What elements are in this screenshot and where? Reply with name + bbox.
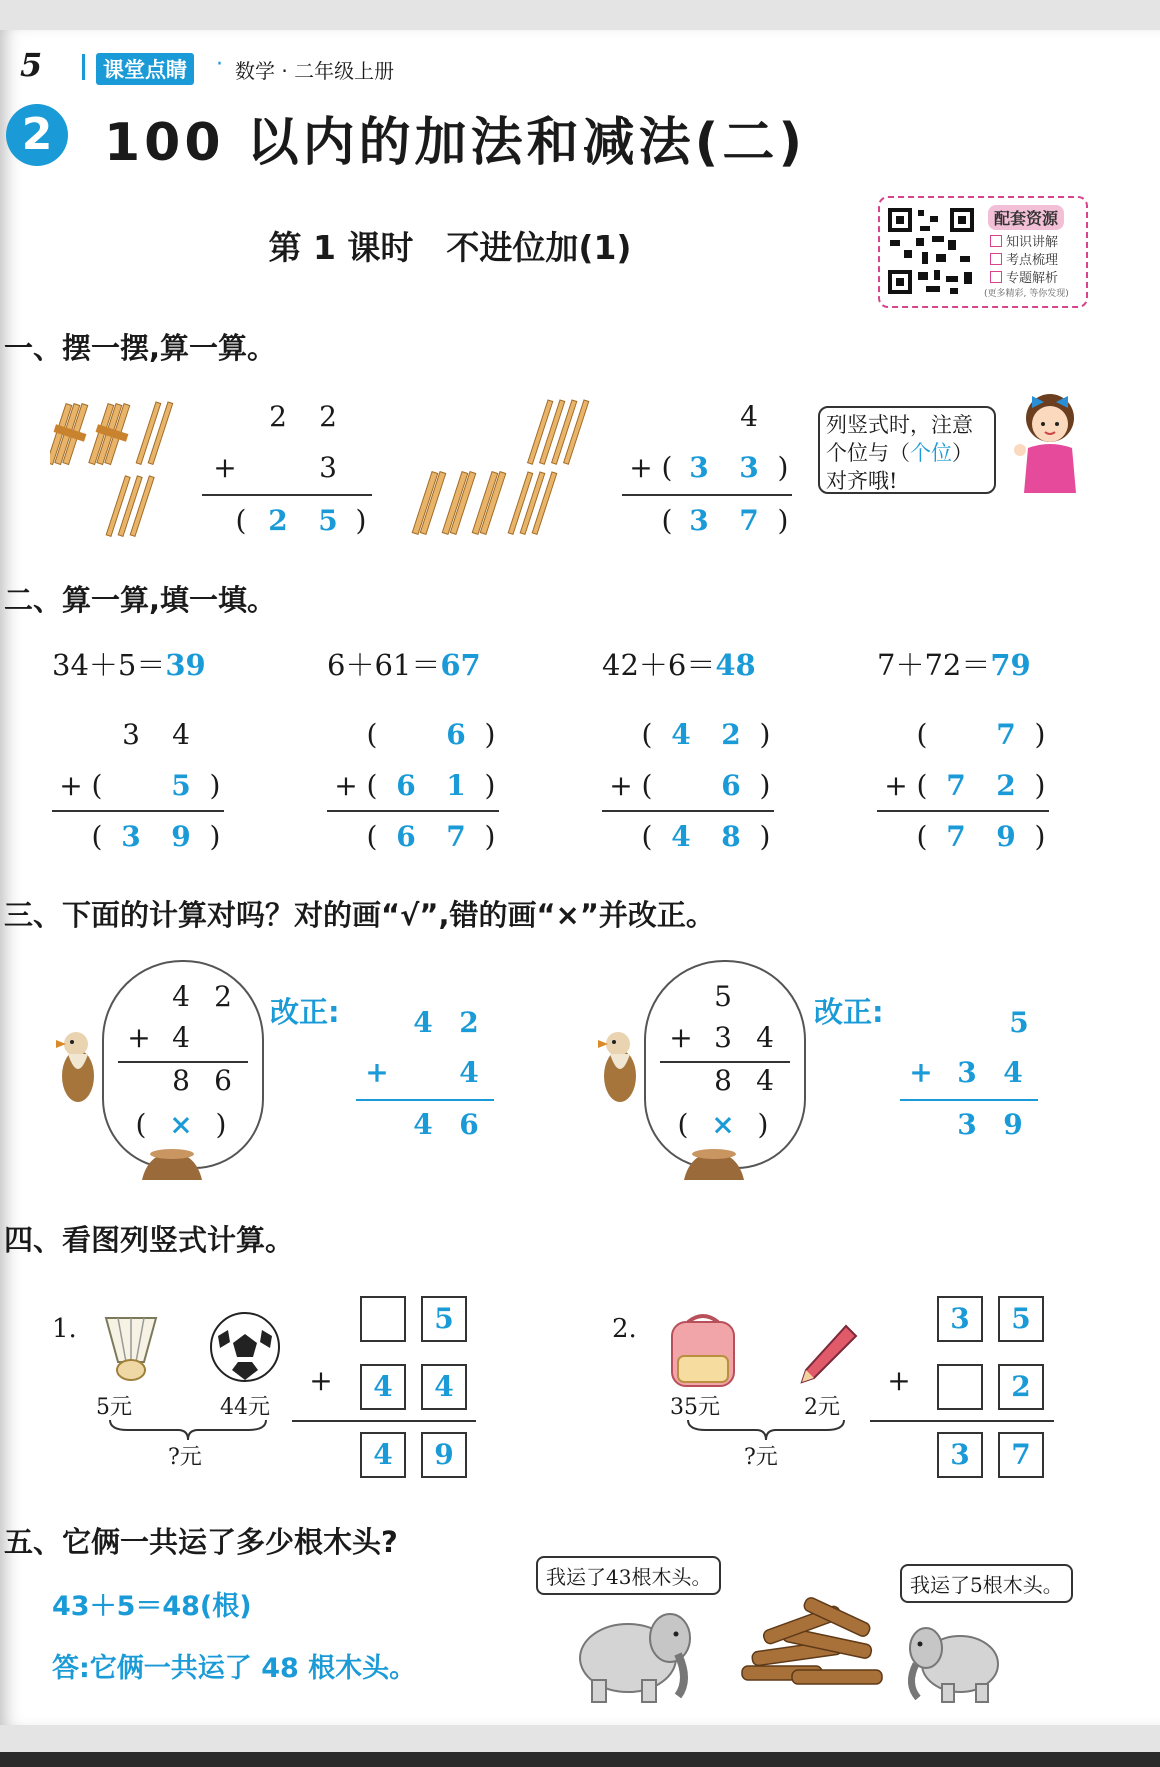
paren-close: ) [209, 769, 221, 802]
resource-item-label: 知识讲解 [1006, 235, 1059, 250]
bottom-bar [0, 1752, 1160, 1767]
equation-answer[interactable]: 39 [165, 648, 206, 682]
equation [877, 643, 1031, 684]
equation-expr: 6＋61＝ [327, 648, 441, 682]
plus-sign: + [909, 1056, 933, 1089]
paren-close: ) [777, 451, 789, 484]
plus-sign: + [59, 769, 83, 802]
digit-box[interactable]: 9 [421, 1432, 467, 1478]
equation [327, 643, 481, 684]
paren-open: ( [916, 820, 928, 853]
paren-open: ( [366, 718, 378, 751]
equation [602, 643, 756, 684]
sum-line [877, 810, 1049, 812]
digit-box[interactable]: 5 [998, 1296, 1044, 1342]
digit: 2 [214, 980, 232, 1013]
digit: 2 [319, 400, 337, 433]
mark-answer[interactable]: × [711, 1108, 735, 1141]
answer-digit[interactable]: 3 [121, 820, 141, 853]
paren-open: ( [641, 820, 653, 853]
resource-item[interactable] [990, 231, 1058, 250]
digit: 4 [172, 1021, 190, 1054]
answer-digit[interactable]: 8 [721, 820, 741, 853]
resource-item[interactable] [990, 267, 1058, 286]
checkbox-icon [990, 253, 1002, 265]
plus-sign: + [629, 451, 653, 484]
answer-digit[interactable]: 2 [721, 718, 741, 751]
checkbox-icon [990, 235, 1002, 247]
sum-line [202, 494, 372, 496]
digit: 8 [714, 1064, 732, 1097]
paren-close: ) [484, 718, 496, 751]
resource-item-label: 专题解析 [1006, 271, 1059, 286]
digit-box[interactable]: 3 [937, 1432, 983, 1478]
digit: 4 [756, 1021, 774, 1054]
digit-box[interactable]: 4 [421, 1364, 467, 1410]
plus-sign: + [887, 1364, 911, 1397]
digit-box[interactable]: 4 [360, 1364, 406, 1410]
equation-answer[interactable]: 48 [715, 648, 756, 682]
digit: 4 [172, 980, 190, 1013]
answer-digit[interactable]: 3 [739, 451, 759, 484]
soccer-ball-icon [208, 1310, 282, 1384]
solution-answer[interactable]: 答:它俩一共运了 48 根木头。 [52, 1653, 417, 1684]
paren-open: ( [366, 820, 378, 853]
answer-digit[interactable]: 2 [996, 769, 1016, 802]
digit: 4 [172, 718, 190, 751]
sum-line [52, 810, 224, 812]
paren-close: ) [484, 820, 496, 853]
resource-item[interactable] [990, 249, 1058, 268]
plus-sign: + [365, 1056, 389, 1089]
answer-digit[interactable]: 6 [721, 769, 741, 802]
plus-sign: + [127, 1021, 151, 1054]
answer-digit[interactable]: 3 [689, 504, 709, 537]
stump-icon [132, 1146, 212, 1182]
answer-digit[interactable]: 4 [413, 1108, 433, 1141]
bird-icon [594, 1024, 644, 1114]
equation-answer[interactable]: 79 [990, 648, 1031, 682]
paren-open: ( [661, 451, 673, 484]
girl-character-icon [1010, 388, 1090, 498]
checkbox-icon [990, 271, 1002, 283]
sum-line [900, 1099, 1038, 1101]
section-heading: 三、下面的计算对吗？对的画“√”,错的画“×”并改正。 [4, 898, 715, 932]
digit: 5 [714, 980, 732, 1013]
paren-open: ( [916, 718, 928, 751]
tip-text: ） [952, 441, 973, 465]
header-divider [82, 54, 85, 80]
backpack-icon [658, 1310, 748, 1390]
brace-icon [686, 1418, 846, 1442]
answer-digit[interactable]: 6 [459, 1108, 479, 1141]
answer-digit[interactable]: 9 [1003, 1108, 1023, 1141]
price-label: 2元 [804, 1395, 840, 1420]
answer-digit[interactable]: 2 [268, 504, 288, 537]
digit: 2 [269, 400, 287, 433]
price-label: 5元 [96, 1395, 132, 1420]
plus-sign: + [213, 451, 237, 484]
bird-icon [52, 1024, 102, 1114]
answer-digit[interactable]: 4 [459, 1056, 479, 1089]
paren-close: ) [759, 769, 771, 802]
equation-answer[interactable]: 67 [440, 648, 481, 682]
answer-digit[interactable]: 9 [996, 820, 1016, 853]
paren-open: ( [677, 1108, 689, 1141]
paren-open: ( [135, 1108, 147, 1141]
resource-title: 配套资源 [988, 205, 1064, 230]
brand-tag: 课堂点睛 [96, 53, 194, 85]
answer-digit[interactable]: 9 [171, 820, 191, 853]
answer-digit[interactable]: 7 [446, 820, 466, 853]
digit-box[interactable] [937, 1364, 983, 1410]
book-subtitle: 数学 · 二年级上册 [235, 59, 395, 83]
plus-sign: + [669, 1021, 693, 1054]
total-label: ?元 [168, 1445, 202, 1470]
digit-box[interactable]: 4 [360, 1432, 406, 1478]
digit: 3 [319, 451, 337, 484]
sum-line [327, 810, 499, 812]
tip-line: 列竖式时，注意 [826, 413, 973, 437]
header-dot: · [216, 52, 223, 77]
answer-digit[interactable]: 7 [996, 718, 1016, 751]
tip-answer[interactable]: 个位 [910, 441, 952, 465]
fix-label: 改正: [814, 995, 884, 1029]
elephant-icon [566, 1596, 716, 1706]
sum-line [356, 1099, 494, 1101]
paren-open: ( [641, 769, 653, 802]
equation [52, 643, 206, 684]
paren-open: ( [916, 769, 928, 802]
answer-digit[interactable]: 3 [957, 1056, 977, 1089]
speech-bubble: 我运了43根木头。 [536, 1556, 721, 1595]
paren-open: ( [91, 820, 103, 853]
digit: 8 [172, 1064, 190, 1097]
paren-close: ) [777, 504, 789, 537]
sum-line [660, 1061, 790, 1063]
sum-line [118, 1061, 248, 1063]
paren-close: ) [759, 718, 771, 751]
price-label: 35元 [670, 1395, 720, 1420]
paren-open: ( [366, 769, 378, 802]
paren-close: ) [215, 1108, 227, 1141]
answer-digit[interactable]: 4 [671, 718, 691, 751]
section-heading: 二、算一算,填一填。 [4, 583, 277, 617]
unit-number-badge: 2 [6, 104, 68, 166]
digit: 4 [756, 1064, 774, 1097]
digit-box[interactable]: 5 [421, 1296, 467, 1342]
price-label: 44元 [220, 1395, 270, 1420]
stump-icon [674, 1146, 754, 1182]
plus-sign: + [309, 1364, 333, 1397]
shuttlecock-icon [96, 1312, 166, 1384]
answer-digit[interactable]: 2 [459, 1006, 479, 1039]
plus-sign: + [609, 769, 633, 802]
tip-bubble [818, 406, 996, 494]
answer-digit[interactable]: 3 [957, 1108, 977, 1141]
sticks-bundle-icon [50, 395, 190, 545]
logs-pile-icon [732, 1596, 892, 1706]
sum-line [870, 1420, 1054, 1422]
pencil-icon [796, 1320, 862, 1386]
answer-digit[interactable]: 3 [689, 451, 709, 484]
digit-box[interactable] [360, 1296, 406, 1342]
answer-digit[interactable]: 6 [396, 769, 416, 802]
sum-line [292, 1420, 476, 1422]
solution-equation[interactable]: 43＋5＝48(根) [52, 1591, 252, 1622]
answer-digit[interactable]: 4 [671, 820, 691, 853]
answer-digit[interactable]: 7 [946, 820, 966, 853]
equation-expr: 34＋5＝ [52, 648, 166, 682]
answer-digit[interactable]: 6 [446, 718, 466, 751]
item-label: 2. [612, 1314, 637, 1344]
answer-digit[interactable]: 7 [946, 769, 966, 802]
paren-close: ) [1034, 718, 1046, 751]
sum-line [602, 810, 774, 812]
brace-icon [108, 1418, 268, 1442]
digit-box[interactable]: 2 [998, 1364, 1044, 1410]
paren-close: ) [757, 1108, 769, 1141]
total-label: ?元 [744, 1445, 778, 1470]
mark-answer[interactable]: × [169, 1108, 193, 1141]
paren-close: ) [355, 504, 367, 537]
answer-digit[interactable]: 1 [446, 769, 466, 802]
answer-digit[interactable]: 7 [739, 504, 759, 537]
paren-open: ( [661, 504, 673, 537]
speech-bubble: 我运了5根木头。 [900, 1564, 1073, 1603]
digit: 4 [740, 400, 758, 433]
tip-text: 个位与（ [826, 441, 910, 465]
paren-close: ) [484, 769, 496, 802]
answer-digit[interactable]: 4 [1003, 1056, 1023, 1089]
paren-close: ) [1034, 820, 1046, 853]
lesson-title: 第 1 课时 不进位加(1) [268, 228, 632, 267]
answer-digit[interactable]: 5 [1009, 1006, 1029, 1039]
plus-sign: + [884, 769, 908, 802]
digit: 3 [714, 1021, 732, 1054]
paren-open: ( [91, 769, 103, 802]
resource-footer: (更多精彩, 等你发现) [984, 289, 1069, 299]
small-elephant-icon [898, 1612, 1018, 1706]
item-label: 1. [52, 1314, 77, 1344]
tip-line [826, 439, 988, 467]
qr-code-icon[interactable] [886, 206, 976, 296]
tip-line: 对齐哦! [826, 469, 898, 493]
answer-digit[interactable]: 5 [171, 769, 191, 802]
answer-digit[interactable]: 5 [318, 504, 338, 537]
paren-close: ) [1034, 769, 1046, 802]
section-heading: 五、它俩一共运了多少根木头? [4, 1525, 398, 1559]
answer-digit[interactable]: 4 [413, 1006, 433, 1039]
digit: 6 [214, 1064, 232, 1097]
section-heading: 一、摆一摆,算一算。 [4, 331, 277, 365]
paren-close: ) [209, 820, 221, 853]
section-heading: 四、看图列竖式计算。 [4, 1223, 295, 1257]
unit-title: 100 以内的加法和减法(二) [104, 113, 807, 173]
answer-digit[interactable]: 6 [396, 820, 416, 853]
digit-box[interactable]: 3 [937, 1296, 983, 1342]
plus-sign: + [334, 769, 358, 802]
equation-expr: 7＋72＝ [877, 648, 991, 682]
paren-close: ) [759, 820, 771, 853]
digit-box[interactable]: 7 [998, 1432, 1044, 1478]
paren-open: ( [235, 504, 247, 537]
sum-line [622, 494, 792, 496]
page-number: 5 [20, 46, 43, 84]
sticks-bundle-icon [408, 395, 608, 545]
paren-open: ( [641, 718, 653, 751]
resource-item-label: 考点梳理 [1006, 253, 1059, 268]
fix-label: 改正: [270, 995, 340, 1029]
equation-expr: 42＋6＝ [602, 648, 716, 682]
digit: 3 [122, 718, 140, 751]
